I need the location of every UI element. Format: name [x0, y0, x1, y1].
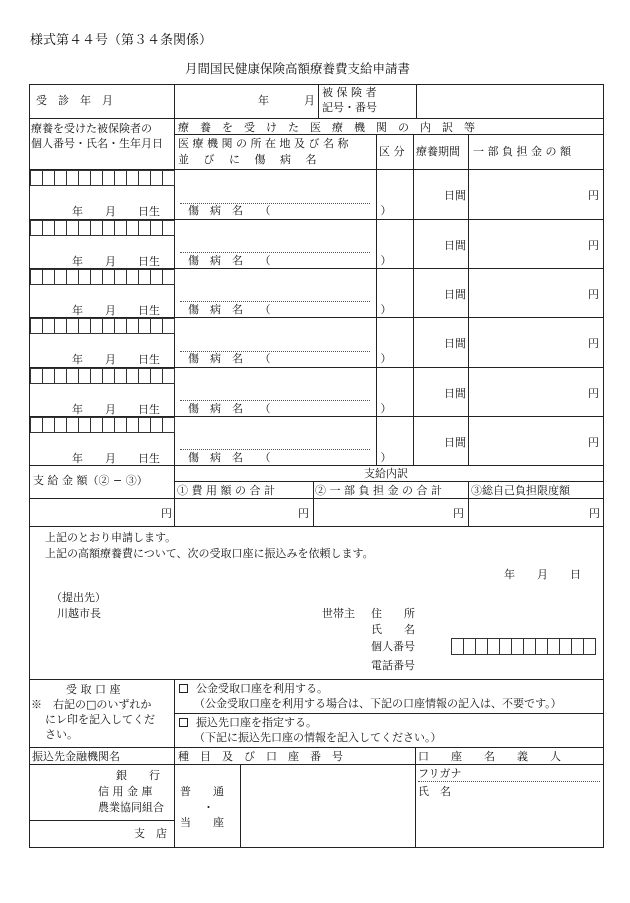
copay-header: 一 部 負 担 金 の 額 — [473, 145, 571, 158]
copay-yen-label: 円 — [588, 387, 599, 400]
type-separator: ・ — [203, 801, 214, 814]
bank-label: 銀 行 — [116, 769, 160, 782]
public-account-checkbox[interactable] — [179, 684, 188, 693]
institution-header: 振込先金融機関名 — [32, 750, 120, 763]
grid-line — [174, 134, 604, 135]
table-border-right — [603, 84, 604, 848]
disease-name-label: 傷 病 名 （ ） — [188, 402, 392, 415]
period-header: 療養期間 — [416, 145, 460, 158]
period-days-label: 日間 — [444, 288, 466, 301]
birth-date-label: 年 月 日生 — [72, 255, 160, 268]
specified-account-checkbox[interactable] — [179, 718, 188, 727]
grid-line — [29, 526, 604, 527]
grid-line — [180, 252, 370, 253]
account-note-3: さい。 — [45, 728, 78, 741]
pay-amount-label: 支 給 金 額（② − ③） — [33, 474, 148, 487]
account-label: 受 取 口 座 — [66, 683, 121, 696]
total-limit-yen: 円 — [589, 507, 600, 520]
table-border-bottom — [29, 847, 604, 848]
applicant-number-digit[interactable] — [583, 638, 596, 655]
grid-line — [174, 481, 604, 482]
breakdown-label: 支給内訳 — [364, 467, 408, 480]
birth-date-label: 年 月 日生 — [72, 205, 160, 218]
account-holder-header: 口 座 名 義 人 — [418, 750, 561, 763]
declaration-line-2: 上記の高額療養費について、次の受取口座に振込みを依頼します。 — [45, 547, 374, 560]
copay-yen-label: 円 — [588, 337, 599, 350]
grid-line — [29, 465, 604, 466]
copay-yen-label: 円 — [588, 288, 599, 301]
grid-line — [180, 449, 370, 450]
consult-month: 月 — [304, 94, 315, 107]
address-label: 住 所 — [371, 607, 415, 620]
disease-name-label: 傷 病 名 （ ） — [188, 451, 392, 464]
grid-line — [29, 764, 604, 765]
submit-to-label: （提出先） — [51, 591, 106, 604]
ordinary-label: 普 通 — [180, 785, 224, 798]
consult-label: 受 診 年 月 — [36, 94, 113, 107]
personal-number-digit[interactable] — [162, 318, 175, 334]
grid-line — [29, 820, 175, 821]
period-days-label: 日間 — [444, 239, 466, 252]
grid-line — [468, 481, 469, 526]
grid-line — [318, 84, 319, 118]
birth-date-label: 年 月 日生 — [72, 452, 160, 465]
copay-yen-label: 円 — [588, 239, 599, 252]
total-cost-yen: 円 — [298, 507, 309, 520]
disease-name-label: 傷 病 名 （ ） — [188, 254, 392, 267]
breakdown-header: 療 養 を 受 け た 医 療 機 関 の 内 訳 等 — [178, 121, 475, 134]
disease-name-label: 傷 病 名 （ ） — [188, 303, 392, 316]
total-cost-header: ① 費 用 額 の 合 計 — [177, 484, 275, 497]
furigana-label: フリガナ — [418, 767, 462, 780]
account-type-header: 種 目 及 び 口 座 番 号 — [178, 750, 343, 763]
copay-yen-label: 円 — [588, 189, 599, 202]
grid-line — [29, 118, 604, 119]
insured-number-field[interactable] — [417, 85, 603, 118]
grid-line — [180, 301, 370, 302]
disease-name-label: 傷 病 名 （ ） — [188, 204, 392, 217]
grid-line — [415, 747, 416, 847]
grid-line — [418, 781, 600, 782]
shinkin-label: 信 用 金 庫 — [98, 785, 153, 798]
grid-line — [240, 764, 241, 847]
public-account-note: （公金受取口座を利用する場合は、下記の口座情報の記入は、不要です。） — [194, 697, 562, 710]
form-number: 様式第４４号（第３４条関係） — [30, 33, 213, 48]
period-days-label: 日間 — [444, 189, 466, 202]
branch-label: 支 店 — [134, 827, 167, 840]
birth-date-label: 年 月 日生 — [72, 304, 160, 317]
holder-name-label: 氏 名 — [418, 785, 451, 798]
copay-yen-label: 円 — [588, 436, 599, 449]
account-note-2: にレ印を記入してくだ — [45, 713, 155, 726]
pay-amount-yen: 円 — [161, 507, 172, 520]
grid-line — [313, 481, 314, 526]
specified-account-note: （下記に振込先口座の情報を記入してください。） — [194, 731, 442, 744]
grid-line — [180, 400, 370, 401]
birth-date-label: 年 月 日生 — [72, 353, 160, 366]
personal-number-digit[interactable] — [162, 220, 175, 236]
public-account-option: 公金受取口座を利用する。 — [196, 682, 328, 695]
insured-label: 被 保 険 者 — [322, 86, 377, 99]
facility-header: 医 療 機 関 の 所 在 地 及 び 名 称 — [178, 137, 349, 150]
current-label: 当 座 — [180, 816, 224, 829]
period-days-label: 日間 — [444, 436, 466, 449]
grid-line — [174, 713, 604, 714]
grid-line — [174, 679, 175, 747]
grid-line — [29, 679, 604, 680]
personal-number-digit[interactable] — [162, 417, 175, 433]
birth-date-label: 年 月 日生 — [72, 403, 160, 416]
coop-label: 農業協同組合 — [98, 801, 164, 814]
declaration-line-1: 上記のとおり申請します。 — [45, 531, 177, 544]
personal-number-digit[interactable] — [162, 368, 175, 384]
period-days-label: 日間 — [444, 337, 466, 350]
patient-header: 療養を受けた被保険者の — [31, 122, 152, 135]
insured-number-label: 記号・番号 — [322, 101, 377, 114]
consult-year: 年 — [258, 94, 269, 107]
householder-label: 世帯主 — [322, 607, 355, 620]
total-copay-header: ② 一 部 負 担 金 の 合 計 — [315, 484, 442, 497]
name-label: 氏 名 — [371, 623, 415, 636]
disease-name-label: 傷 病 名 （ ） — [188, 352, 392, 365]
total-limit-header: ③総自己負担限度額 — [471, 484, 570, 497]
form-title: 月間国民健康保険高額療養費支給申請書 — [185, 61, 411, 76]
grid-line — [29, 747, 604, 748]
account-note-1: ※ 右記の□のいずれか — [31, 698, 152, 711]
category-header: 区 分 — [379, 145, 405, 158]
grid-line — [174, 747, 175, 847]
grid-line — [29, 498, 604, 499]
grid-line — [174, 465, 175, 526]
total-copay-yen: 円 — [453, 507, 464, 520]
personal-number-label: 個人番号 — [371, 640, 415, 653]
phone-label: 電話番号 — [371, 659, 415, 672]
personal-number-digit[interactable] — [162, 170, 175, 186]
facility-header-2: 並 び に 傷 病 名 — [178, 153, 317, 166]
application-date: 年 月 日 — [504, 568, 581, 581]
period-days-label: 日間 — [444, 387, 466, 400]
specified-account-option: 振込先口座を指定する。 — [196, 716, 317, 729]
recipient: 川越市長 — [57, 607, 101, 620]
personal-number-digit[interactable] — [162, 269, 175, 285]
patient-header-2: 個人番号・氏名・生年月日 — [31, 137, 163, 150]
